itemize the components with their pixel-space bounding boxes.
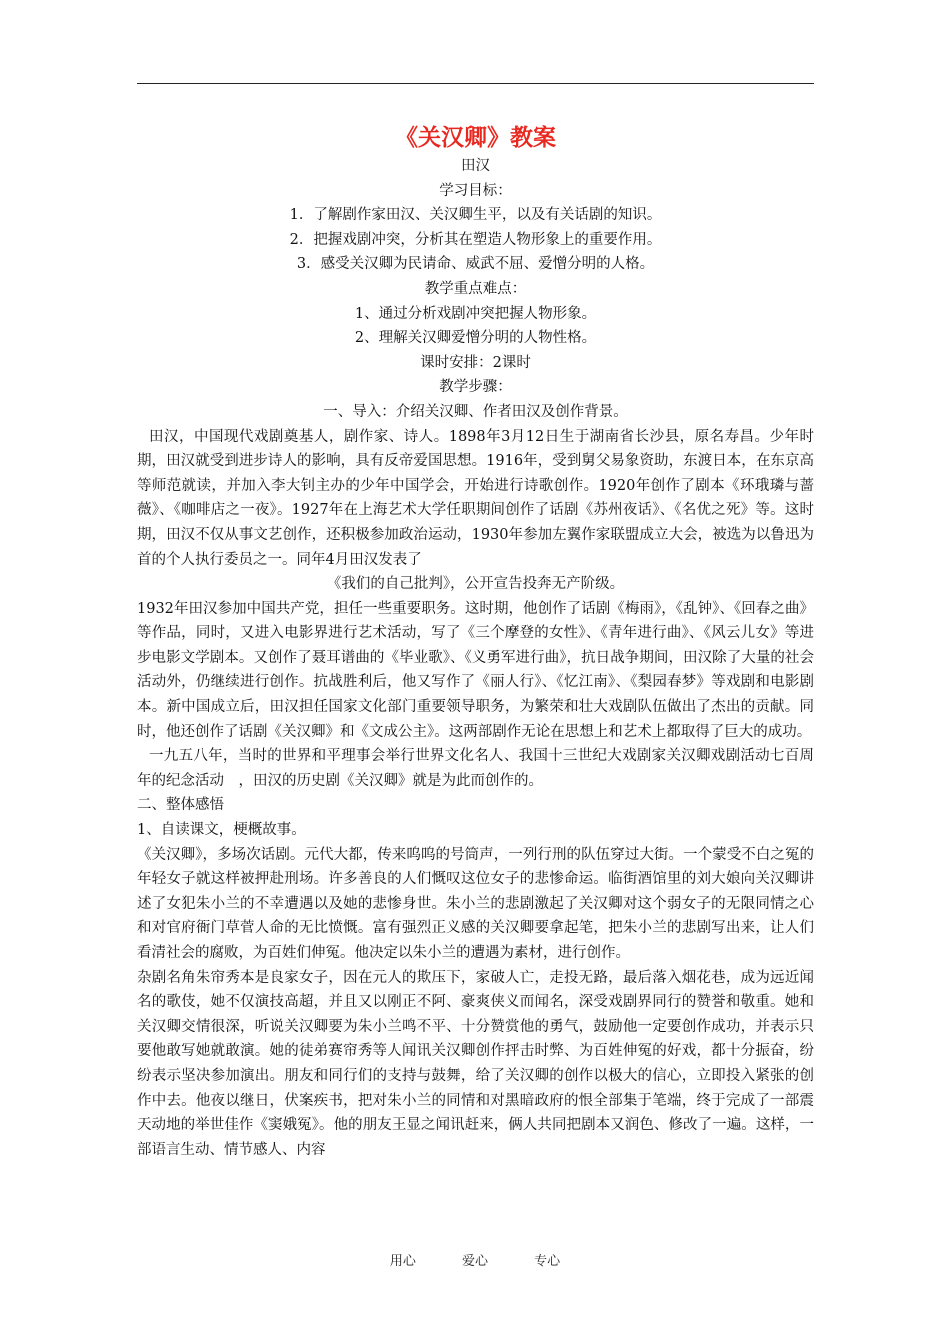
paragraph-tianhan-works: 1932年田汉参加中国共产党，担任一些重要职务。这时期，他创作了话剧《梅雨》，《乱钟》、《回春之曲》等作品，同时，又进入电影界进行艺术活动，写了《三个摩登的女性》、《青年进行曲》、《风云儿女》等进步电影文学剧本。又创作了聂耳谱曲的《毕业歌》、《义勇军进行曲》，抗日战争期间，田汉除了大量的社会活动外，仍继续进行创作。抗战胜利后，他又写作了《丽人行》、《忆江南》、《梨园春梦》等戏剧和电影剧本。新中国成立后，田汉担任国家文化部门重要领导职务，为繁荣和壮大戏剧队伍做出了杰出的贡献。同时，他还创作了话剧《关汉卿》和《文成公主》。这两部剧作无论在思想上和艺术上都取得了巨大的成功。 (137, 600, 814, 740)
schedule-line: 课时安排：2课时 (420, 354, 531, 371)
objective-item: 1．了解剧作家田汉、关汉卿生平，以及有关话剧的知识。 (289, 207, 662, 224)
keypoints-heading: 教学重点难点： (424, 280, 527, 297)
objective-item: 2．把握戏剧冲突，分析其在塑造人物形象上的重要作用。 (289, 231, 662, 248)
keypoint-item: 1、通过分析戏剧冲突把握人物形象。 (354, 305, 597, 322)
section-heading-overall: 二、整体感悟 (137, 797, 224, 814)
subsection-heading: 1、自读课文，梗概故事。 (137, 822, 306, 839)
document-body (137, 118, 814, 1162)
page-footer (0, 1250, 950, 1269)
author-name: 田汉 (461, 158, 490, 174)
paragraph-background: 一九五八年，当时的世界和平理事会举行世界文化名人、我国十三世纪大戏剧家关汉卿戏剧活动七百周年的纪念活动 ，田汉的历史剧《关汉卿》就是为此而创作的。 (137, 748, 814, 789)
footer-text: 专心 (534, 1254, 561, 1269)
document-title: 《关汉卿》教案 (395, 124, 556, 151)
header-rule (137, 83, 814, 84)
paragraph-tianhan-bio: 田汉，中国现代戏剧奠基人，剧作家、诗人。1898年3月12日生于湖南省长沙县，原名寿昌。少年时期，田汉就受到进步诗人的影响，具有反帝爱国思想。1916年，受到舅父易象资助，东渡日本，在东京高等师范就读，并加入李大钊主办的少年中国学会，开始进行诗歌创作。1920年创作了剧本《环珴璘与蔷薇》、《咖啡店之一夜》。1927年在上海艺术大学任职期间创作了话剧《苏州夜话》、《名优之死》等。这时期，田汉不仅从事文艺创作，还积极参加政治运动，1930年参加左翼作家联盟成立大会，被选为以鲁迅为首的个人执行委员之一。同年4月田汉发表了 (137, 428, 814, 568)
objective-item: 3．感受关汉卿为民请命、威武不屈、爱憎分明的人格。 (296, 256, 655, 273)
footer-text: 爱心 (461, 1254, 488, 1269)
paragraph-plot-2: 杂剧名角朱帘秀本是良家女子，因在元人的欺压下，家破人亡，走投无路，最后落入烟花巷，成为远近闻名的歌伎，她不仅演技高超，并且又以刚正不阿、豪爽侠义而闻名，深受戏剧界同行的赞誉和敬重。她和关汉卿交情很深，听说关汉卿要为朱小兰鸣不平、十分赞赏他的勇气，鼓励他一定要创作成功，并表示只要他敢写她就敢演。她的徒弟赛帘秀等人闻讯关汉卿创作抨击时弊、为百姓伸冤的好戏，都十分振奋，纷纷表示坚决参加演出。朋友和同行们的支持与鼓舞，给了关汉卿的创作以极大的信心，立即投入紧张的创作中去。他夜以继日，伏案疾书，把对朱小兰的同情和对黑暗政府的恨全部集于笔端，终于完成了一部震天动地的举世佳作《窦娥冤》。他的朋友王显之闻讯赶来，俩人共同把剧本又润色、修改了一遍。这样，一部语言生动、情节感人、内容 (137, 969, 814, 1158)
section-heading-intro: 一、导入：介绍关汉卿、作者田汉及创作背景。 (323, 403, 628, 420)
footer-text: 用心 (389, 1254, 416, 1269)
paragraph-plot-1: 《关汉卿》，多场次话剧。元代大都，传来呜呜的号筒声，一列行刑的队伍穿过大街。一个蒙受不白之冤的年轻女子就这样被押赴刑场。许多善良的人们慨叹这位女子的悲惨命运。临街酒馆里的刘大娘向关汉卿讲述了女犯朱小兰的不幸遭遇以及她的悲惨身世。朱小兰的悲剧激起了关汉卿对这个弱女子的无限同情之心和对官府衙门草菅人命的无比愤慨。富有强烈正义感的关汉卿要拿起笔，把朱小兰的悲剧写出来，让人们看清社会的腐败，为百姓们伸冤。他决定以朱小兰的遭遇为素材，进行创作。 (137, 846, 814, 961)
objectives-heading: 学习目标： (439, 182, 512, 199)
keypoint-item: 2、理解关汉卿爱憎分明的人物性格。 (354, 330, 597, 347)
paragraph-tianhan-bio-end: 《我们的自己批判》，公开宣告投奔无产阶级。 (326, 576, 625, 593)
steps-heading: 教学步骤： (439, 379, 512, 396)
